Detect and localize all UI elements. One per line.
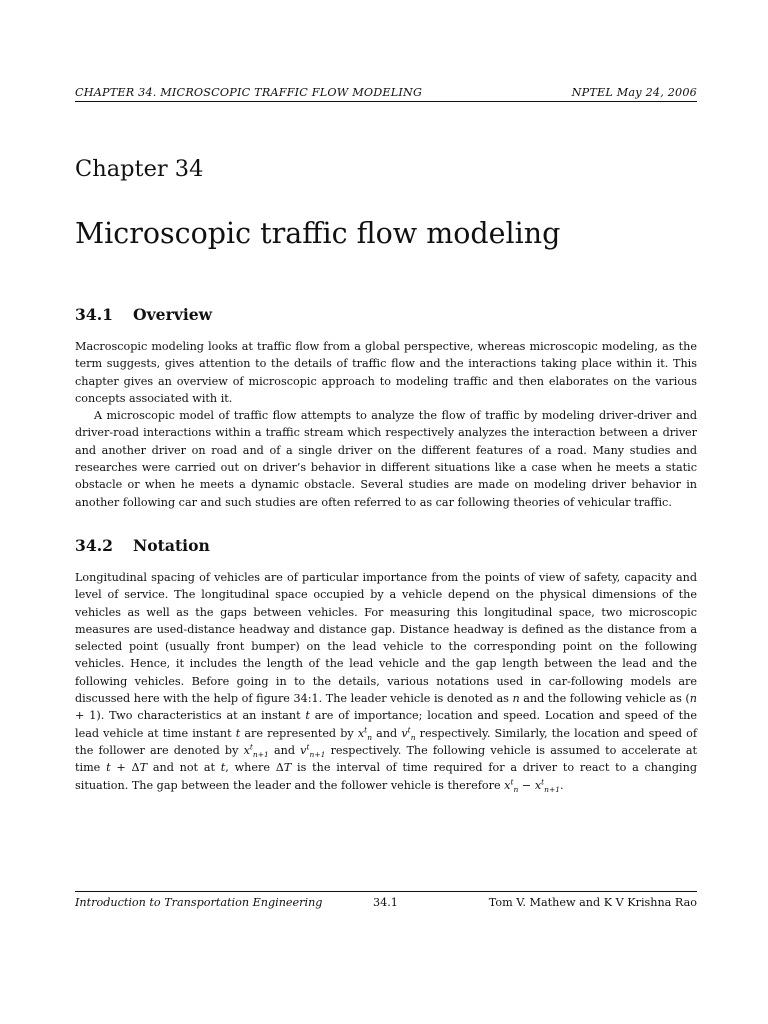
math-op: −: [518, 778, 535, 792]
text-run: respectively. Similarly, the location and speed of the follower are denoted by: [75, 726, 697, 757]
text-run: are represented by: [240, 726, 358, 740]
overview-body: [75, 338, 697, 511]
text-run: respectively. The following vehicle is assumed to accelerate at time: [75, 743, 697, 775]
math-var: t: [220, 761, 226, 775]
math-var: t: [305, 709, 310, 723]
math-x-n: $x^t_n$: [357, 724, 373, 742]
text-run: .: [560, 778, 564, 792]
text-run: are of importance; location and speed. Location and speed of the lead vehicle at time instant: [75, 709, 697, 740]
running-header-left: CHAPTER 34. MICROSCOPIC TRAFFIC FLOW MODELING: [75, 86, 423, 99]
chapter-number: Chapter 34: [75, 156, 204, 182]
math-v-n: $v^t_n$: [401, 724, 416, 742]
section-title: Overview: [133, 305, 213, 324]
math-var: t: [235, 726, 241, 740]
math-var: T: [139, 761, 148, 775]
text-run: and: [268, 743, 301, 757]
math-gap-xn1: $x^t_{n+1}$: [534, 776, 561, 794]
math-var: t: [106, 761, 111, 775]
running-header-right: NPTEL May 24, 2006: [571, 86, 697, 99]
math-var: T: [283, 761, 292, 775]
text-run: , where Δ: [225, 761, 284, 775]
math-v-n1: $v^t_{n+1}$: [300, 742, 326, 760]
text-run: and not at: [147, 761, 221, 775]
paragraph: A microscopic model of traffic flow attempts to analyze the flow of traffic by modeling driver-driver and driver-road interactions within a traffic stream which respectively analyzes the interaction between a driver and another driver on road and of a single driver on the different features of a road. Many studies and researches were carried out on driver’s behavior in different situations like a case when he meets a static obstacle or when he meets a dynamic obstacle. Several studies are made on modeling driver behavior in another following car and such studies are often referred to as car following theories of vehicular traffic.: [75, 409, 697, 509]
math-var: n: [689, 692, 697, 706]
text-run: Longitudinal spacing of vehicles are of particular importance from the points of view of safety, capacity and level of service. The longitudinal space occupied by a vehicle depend on the physical dimensions of the vehicles as well as the gaps between vehicles. For measuring this longitudinal space, two microscopic measures are used-distance headway and distance gap. Distance headway is defined as the distance from a selected point (usually front bumper) on the lead vehicle to the corresponding point on the following vehicles. Hence, it includes the length of the lead vehicle and the gap length between the lead and the following vehicles. Before going in to the details, various notations used in car-following models are discussed here with the help of figure 34:1. The leader vehicle is denoted as: [75, 571, 697, 706]
section-title: Notation: [133, 536, 210, 555]
footer-right: Tom V. Mathew and K V Krishna Rao: [488, 896, 697, 909]
footer-rule: [75, 891, 697, 892]
paragraph: [75, 569, 697, 794]
notation-body: [75, 569, 697, 794]
footer-left: Introduction to Transportation Engineering: [75, 896, 323, 909]
text-run: and the following vehicle as (: [519, 692, 690, 706]
text-run: + 1). Two characteristics at an instant: [75, 709, 306, 723]
math-x-n1: $x^t_{n+1}$: [243, 742, 269, 760]
text-run: and: [372, 726, 402, 740]
section-heading-overview: [75, 305, 212, 324]
section-heading-notation: [75, 536, 210, 555]
section-number: 34.1: [75, 305, 113, 324]
chapter-title: Microscopic traffic flow modeling: [75, 217, 561, 250]
math-var: n: [512, 692, 520, 706]
paragraph: Macroscopic modeling looks at traffic flow from a global perspective, whereas microscopic modeling, as the term suggests, gives attention to the details of traffic flow and the interactions taking place within it. This chapter gives an overview of microscopic approach to modeling traffic and then elaborates on the various concepts associated with it.: [75, 340, 697, 405]
text-run: + Δ: [110, 761, 140, 775]
section-number: 34.2: [75, 536, 113, 555]
page-number: 34.1: [373, 896, 398, 909]
math-gap-xn: $x^t_n$: [504, 776, 519, 794]
text-run: is the interval of time required for a driver to react to a changing situation. The gap between the leader and the follower vehicle is therefore: [75, 761, 697, 792]
document-page: [75, 0, 697, 1024]
header-rule: [75, 101, 697, 102]
